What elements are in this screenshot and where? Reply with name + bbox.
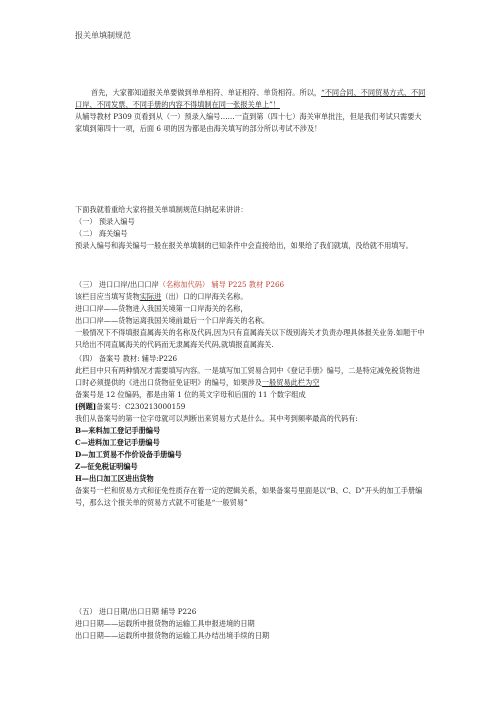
example-text: 备案号：C230213000159 [96,402,186,411]
port-underline: 实际进 [139,292,162,301]
principle-quote: “不同合同、不同贸易方式、不同口岸、不同发票、不同手册的内容不得填制在同一张报关单上”！ [75,88,426,109]
port-heading [75,279,427,291]
record-underline: 一般贸易此栏为空 [261,378,320,387]
code-b: B—来料加工登记手册编号 [75,426,161,435]
record-logic: 备案号一栏和贸易方式和征免性质存在着一定的逻辑关系，如果备案号里面是以“B、C、D”开头的加工手册编号，那么这个报关单的贸易方式就不可能是“一般贸易” [75,486,423,507]
principle-lead: 首先，大家都知道报关单要做到单单相符、单证相符、单货相符。所以， [91,88,322,97]
item-pre-entry-no: （一） 预录入编号 [75,217,135,226]
item-customs-no: （二） 海关编号 [75,229,128,238]
code-c: C—进料加工登记手册编号 [75,438,160,447]
code-h: H—出口加工区进出货物 [75,474,154,483]
section-date [75,606,427,642]
port-heading-ref: （名称加代码） 辅导 P225 教材 P266 [158,280,285,289]
section-intro [75,204,427,252]
record-line-1: 此栏目中只有两种情况才需要填写内容。一是填写加工贸易合同中《登记手册》编号，二是特定减免税货物进口时必须提供的《进出口货物征免证明》的编号，如果涉及一般贸易此栏为空 [75,366,421,387]
principle-text [75,87,427,111]
code-z: Z—征免税证明编号 [75,462,138,471]
port-note: 一般情况下不得填报直属海关的名称及代码,因为只有直属海关以下级别海关才负责办理具体报关业务.如题干中只给出不同直属海关的代码而无隶属海关代码,就填报直属海关. [75,328,425,349]
ids-explanation: 预录入编号和海关编号一般在报关单填制的已知条件中会直接给出，如果给了我们就填，没给就不用填写。 [75,241,413,250]
document-title: 报关单填制规范 [75,31,131,40]
intro-text: 下面我就着重给大家将报关单填制规范归纳起来讲讲： [75,205,248,214]
code-d: D—加工贸易不作价设备手册编号 [75,450,182,459]
paragraph-principle [75,87,427,135]
section-port [75,279,427,351]
example-label: [例题] [75,402,97,411]
section-record-no [75,353,427,509]
port-import: 进口口岸——货物进入我国关境第一口岸海关的名称， [75,304,248,313]
record-heading: （四） 备案号 教材: 辅导:P226 [75,354,178,363]
port-line-1: 该栏目应当填写货物实际进（出）口的口岸海关名称。 [75,292,248,301]
record-format: 备案号是 12 位编码，都是由第 1 位的英文字母和后面的 11 个数字组成 [75,390,306,399]
record-example [75,401,427,413]
principle-scope: 从辅导教材 P309 页看到从（一）预录入编号……一直到第（四十七）海关审单批注，但是我们考试只需要大家填到第四十一项，后面 6 项的因为都是由海关填写的部分所以考试不涉及！ [75,112,422,133]
port-export: 出口口岸——货物运离我国关境前最后一个口岸海关的名称。 [75,316,270,325]
date-export: 出口日期——运载所申报货物的运输工具办结出境手续的日期 [75,631,270,640]
date-heading: （五） 进口日期/出口日期 辅导 P226 [75,607,197,616]
port-heading-text: （三） 进口口岸/出口口岸 [75,280,159,289]
date-import: 进口日期——运载所申报货物的运输工具申报进境的日期 [75,619,255,628]
record-judge: 我们从备案号的第一位字母就可以判断出来贸易方式是什么。其中考到频率最高的代码有: [75,414,358,423]
